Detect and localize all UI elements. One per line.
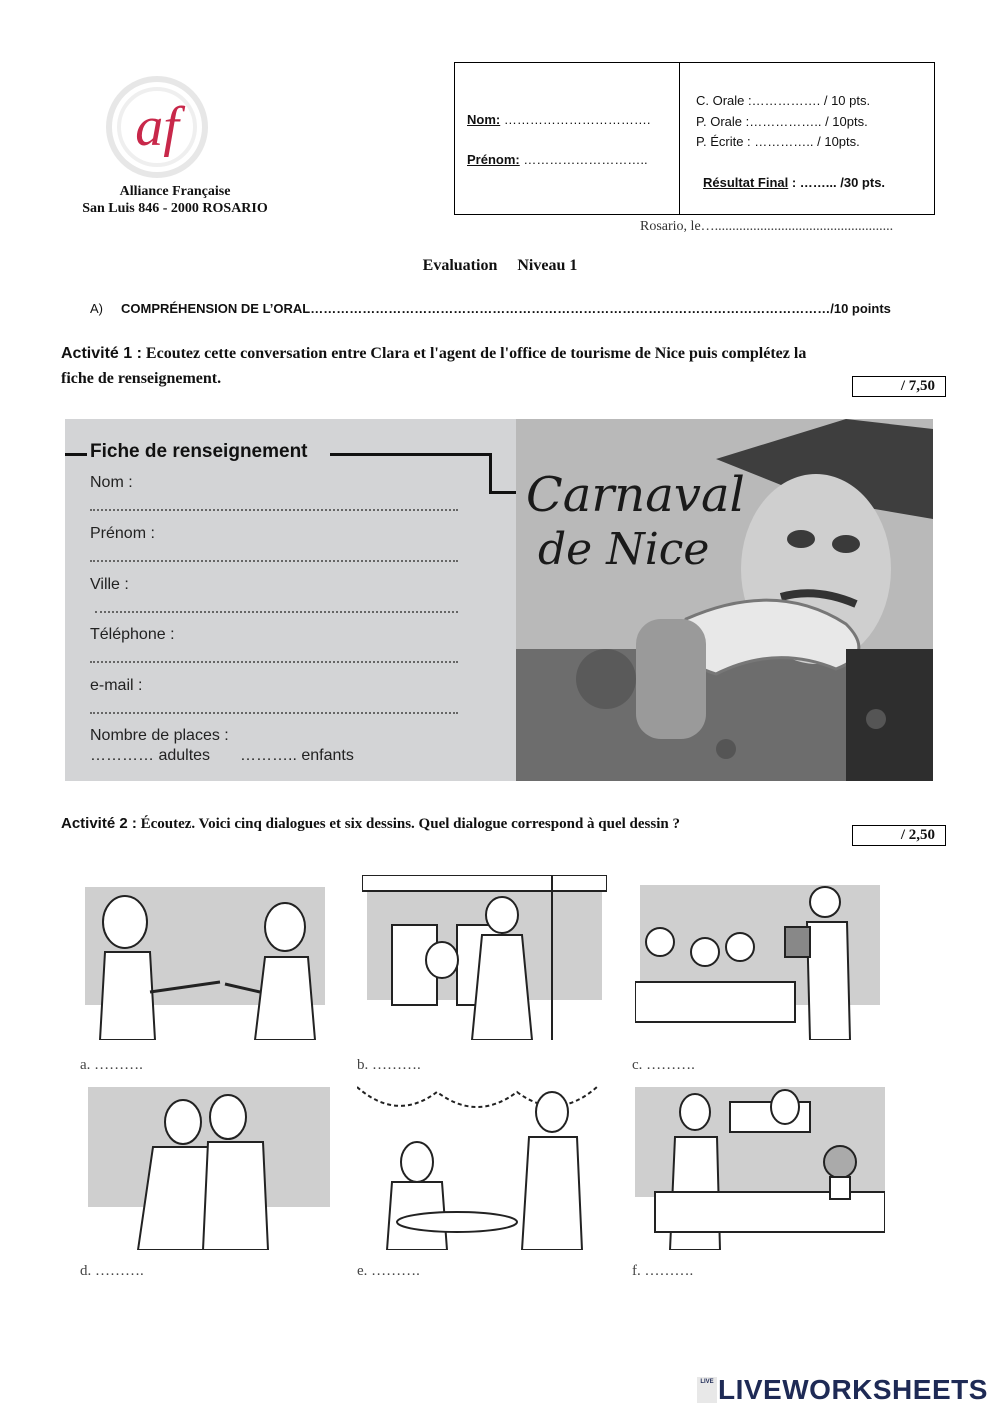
score-p-orale: P. Orale :…………….. / 10pts.: [696, 114, 868, 129]
page-title: Evaluation Niveau 1: [422, 257, 578, 274]
carnaval-title-line1: Carnaval: [526, 467, 745, 523]
activity1-score-box: / 7,50: [852, 376, 946, 397]
resultat-label: Résultat Final: [703, 175, 789, 190]
fiche-connector-vertical: [489, 453, 492, 493]
alliance-francaise-logo: [95, 75, 220, 180]
fiche-input-children[interactable]: ……….. enfants: [240, 747, 354, 764]
fiche-label-ville: Ville :: [90, 576, 129, 593]
fiche-title-rule-left: [65, 453, 87, 456]
drawing-e-answer[interactable]: e. ……….: [357, 1263, 420, 1279]
resultat-value: : ……... /30 pts.: [788, 175, 886, 190]
fiche-input-adults[interactable]: ………… adultes: [90, 747, 211, 764]
score-c-orale: C. Orale :……………. / 10 pts.: [696, 93, 871, 108]
drawing-f-answer[interactable]: f. ……….: [632, 1263, 694, 1279]
score-p-ecrite: P. Écrite : ………….. / 10pts.: [696, 134, 860, 149]
fiche-input-email[interactable]: [90, 712, 458, 714]
fiche-label-telephone: Téléphone :: [90, 626, 175, 643]
drawing-b: [362, 875, 607, 1040]
fiche-title: Fiche de renseignement: [90, 441, 308, 462]
fiche-label-places: Nombre de places :: [90, 727, 229, 744]
drawing-a-answer[interactable]: a. ……….: [80, 1057, 143, 1073]
drawing-e: [357, 1082, 607, 1250]
activity1-text-line2: fiche de renseignement.: [61, 370, 222, 387]
logo-letters: af: [135, 96, 179, 158]
fiche-input-ville[interactable]: [95, 611, 458, 613]
liveworksheets-badge-icon: LIVE: [697, 1377, 717, 1403]
score-resultat: [703, 175, 885, 190]
activity1-instructions: [61, 341, 941, 391]
drawing-b-answer[interactable]: b. ……….: [357, 1057, 421, 1073]
liveworksheets-watermark[interactable]: LIVEWORKSHEETS: [718, 1374, 988, 1405]
header-divider: [679, 63, 680, 214]
drawing-f: [635, 1082, 885, 1250]
carnaval-photo: [516, 419, 933, 781]
fiche-label-prenom: Prénom :: [90, 525, 155, 542]
fiche-input-nom[interactable]: [90, 509, 458, 511]
drawing-d: [88, 1082, 330, 1250]
prenom-line: [467, 152, 648, 167]
org-name: Alliance Française: [119, 184, 231, 199]
fiche-input-telephone[interactable]: [90, 661, 458, 663]
activity2-score-box: / 2,50: [852, 825, 946, 846]
section-a-prefix: A): [90, 301, 103, 316]
prenom-field[interactable]: ………………………..: [523, 152, 648, 167]
fiche-input-prenom[interactable]: [90, 560, 458, 562]
drawing-c: [635, 882, 885, 1040]
org-address: San Luis 846 - 2000 ROSARIO: [82, 201, 268, 216]
fiche-label-nom: Nom :: [90, 474, 133, 491]
activity1-text-line1: Ecoutez cette conversation entre Clara et l'agent de l'office de tourisme de Nice puis complétez la: [145, 345, 807, 362]
activity1-label: Activité 1 :: [61, 345, 142, 362]
activity2-instructions: [61, 815, 680, 833]
nom-label: Nom:: [467, 112, 501, 127]
carnaval-title-line2: de Nice: [538, 524, 710, 575]
drawing-c-answer[interactable]: c. ……….: [632, 1057, 695, 1073]
fiche-connector-horizontal: [489, 491, 516, 494]
date-line: Rosario, le…...................................................: [640, 219, 894, 234]
drawing-d-answer[interactable]: d. ……….: [80, 1263, 144, 1279]
drawing-a: [80, 882, 330, 1040]
activity2-label: Activité 2 :: [61, 815, 137, 832]
section-a-heading: COMPRÉHENSION DE L’ORAL…………………………………………………………………………………………………………/10 points: [121, 301, 891, 316]
nom-line: [467, 112, 650, 127]
fiche-de-renseignement: [65, 419, 516, 781]
student-info-box: [454, 62, 935, 215]
nom-field[interactable]: …………………………….: [503, 112, 651, 127]
carnaval-illustration: [516, 419, 933, 781]
prenom-label: Prénom:: [467, 152, 520, 167]
activity2-text: Écoutez. Voici cinq dialogues et six dessins. Quel dialogue correspond à quel dessin ?: [140, 816, 680, 832]
fiche-title-rule-right: [330, 453, 490, 456]
fiche-label-email: e-mail :: [90, 677, 143, 694]
